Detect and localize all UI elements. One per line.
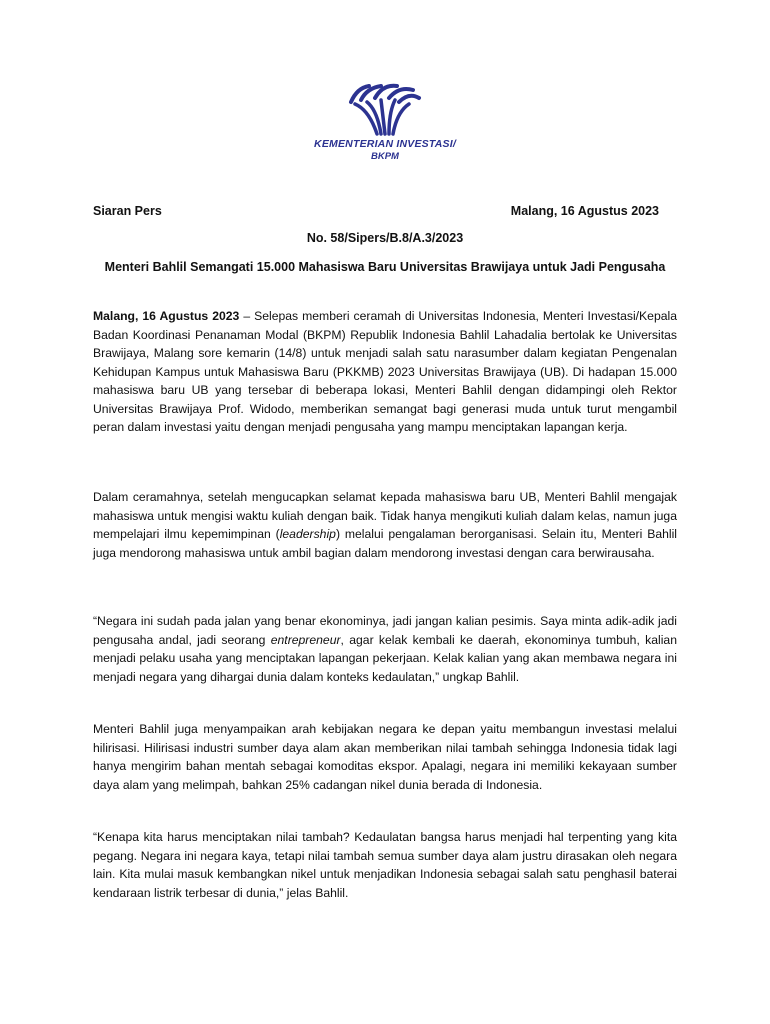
logo-text-bkpm: BKPM [371, 151, 399, 162]
paragraph-2-text-b: ) melalui pengalaman berorganisasi. Selain itu, Menteri Bahlil juga mendorong mahasiswa untuk ambil bagian dalam mendorong investasi dengan cara berwirausaha. [93, 527, 677, 560]
paragraph-3-quote [93, 612, 677, 686]
logo-text-ministry: KEMENTERIAN INVESTASI/ [314, 138, 456, 150]
italic-term-leadership: leadership [279, 527, 336, 541]
release-number: No. 58/Sipers/B.8/A.3/2023 [306, 231, 464, 245]
paragraph-2 [93, 488, 677, 562]
paragraph-4: Menteri Bahlil juga menyampaikan arah kebijakan negara ke depan yaitu membangun investasi melalui hilirisasi. Hilirisasi industri sumber daya alam akan memberikan nilai tambah sehingga Indonesia tidak lagi hanya mengirim bahan mentah sebagai komoditas ekspor. Apalagi, negara ini memiliki kekayaan sumber daya alam yang melimpah, bahkan 25% cadangan nikel dunia berada di Indonesia. [93, 722, 677, 792]
bkpm-emblem-icon [347, 80, 423, 138]
headline: Menteri Bahlil Semangati 15.000 Mahasiswa Baru Universitas Brawijaya untuk Jadi Pengusaha [104, 260, 666, 274]
press-release-label: Siaran Pers [93, 204, 162, 218]
italic-term-entrepreneur: entrepreneur [270, 632, 341, 647]
paragraph-3-text-a: “Negara ini sudah pada jalan yang benar ekonominya, jadi jangan kalian pesimis. Saya minta adik-adik jadi pengusaha andal, jadi seorang [93, 614, 677, 647]
paragraph-2-text-a: Dalam ceramahnya, setelah mengucapkan selamat kepada mahasiswa baru UB, Menteri Bahlil mengajak mahasiswa untuk mengisi waktu kuliah dengan baik. Tidak hanya mengikuti kuliah dalam kelas, namun juga mempelajari ilmu kepemimpinan ( [93, 490, 677, 541]
paragraph-3-text-b: , agar kelak kembali ke daerah, ekonominya tumbuh, kalian menjadi pelaku usaha yang menciptakan lapangan pekerjaan. Kelak kalian yang akan membawa negara ini menjadi negara yang dihargai dunia dalam konteks kedaulatan,” ungkap Bahlil. [93, 632, 677, 684]
paragraph-5-quote: “Kenapa kita harus menciptakan nilai tambah? Kedaulatan bangsa harus menjadi hal terpenting yang kita pegang. Negara ini negara kaya, tetapi nilai tambah semua sumber daya alam justru dirasakan oleh negara lain. Kita mulai masuk kembangkan nikel untuk menjadikan Indonesia sebagai salah satu penghasil baterai kendaraan listrik terbesar di dunia,” jelas Bahlil. [93, 830, 677, 900]
ministry-logo [300, 80, 470, 170]
paragraph-1 [93, 307, 677, 437]
paragraph-1-text: – Selepas memberi ceramah di Universitas Indonesia, Menteri Investasi/Kepala Badan Koordinasi Penanaman Modal (BKPM) Republik Indonesia Bahlil Lahadalia bertolak ke Universitas Brawijaya, Malang sore kemarin (14/8) untuk menjadi salah satu narasumber dalam kegiatan Pengenalan Kehidupan Kampus untuk Mahasiswa Baru (PKKMB) 2023 Universitas Brawijaya (UB). Di hadapan 15.000 mahasiswa baru UB yang tersebar di beberapa lokasi, Menteri Bahlil dengan didampingi oleh Rektor Universitas Brawijaya Prof. Widodo, memberikan semangat bagi generasi muda untuk turut mengambil peran dalam investasi yaitu dengan menjadi pengusaha yang mampu menciptakan lapangan kerja. [93, 309, 677, 434]
place-date: Malang, 16 Agustus 2023 [510, 204, 659, 218]
dateline: Malang, 16 Agustus 2023 [93, 309, 240, 323]
